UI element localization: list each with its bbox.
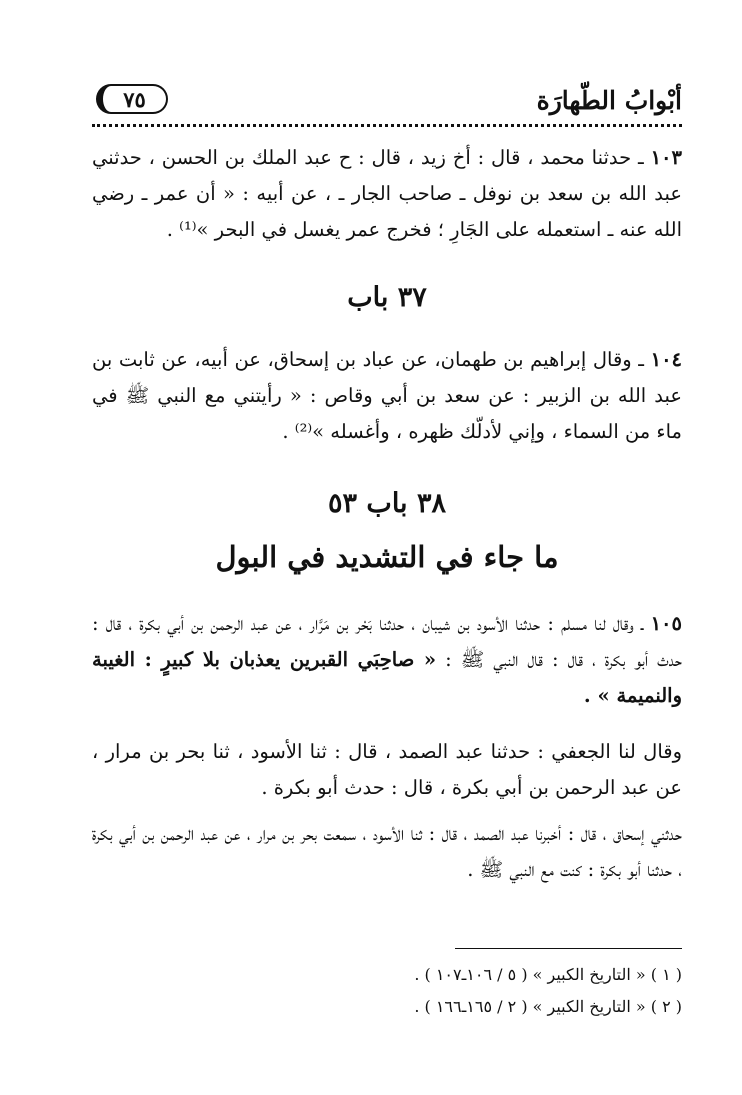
chapter-heading-37: ٣٧ باب: [347, 282, 427, 313]
running-title: أبْوابُ الطّهارَة: [536, 86, 682, 115]
footnote-2: ( ٢ ) « التاريخ الكبير » ( ٢ / ١٦٥ـ١٦٦ ) .: [414, 997, 682, 1016]
hadith-number: ١٠٤: [650, 348, 683, 371]
header-rule: [92, 124, 682, 127]
hadith-quote: « صاحِبَي القبرين يعذبان بلا كبيرٍ : الغيبة والنميمة » .: [92, 648, 682, 707]
paragraph-103: [92, 140, 682, 248]
hadith-text: حدثني إسحاق ، قال : أخبرنا عبد الصمد ، قال : ثنا الأسود ، سمعت بحر بن مرار ، عن عبد الرحمن بن أبي بكرة ، حدثنا أبو بكرة : كنت مع النبي ﷺ .: [92, 822, 682, 881]
footnote-rule: [455, 948, 682, 949]
paragraph-104: [92, 342, 682, 450]
hadith-text: وقال لنا الجعفي : حدثنا عبد الصمد ، قال : ثنا الأسود ، ثنا بحر بن مرار ، عن عبد الرحمن بن أبي بكرة ، قال : حدث أبو بكرة .: [92, 740, 682, 799]
running-header: [92, 82, 682, 124]
hadith-text: ـ وقال إبراهيم بن طهمان، عن عباد بن إسحاق، عن أبيه، عن ثابت بن عبد الله بن الزبير : عن سعد بن أبي وقاص : « رأيتني مع النبي ﷺ في ماء من السماء ، وإني لأدلّك ظهره ، وأغسله »⁽²⁾ .: [92, 348, 682, 443]
chapter-title-38: ما جاء في التشديد في البول: [215, 540, 559, 574]
footnote-1: ( ١ ) « التاريخ الكبير » ( ٥ / ١٠٦ـ١٠٧ ) .: [414, 965, 682, 984]
paragraph-105-chain-3: [92, 816, 682, 888]
hadith-text: ـ حدثنا محمد ، قال : أخ زيد ، قال : ح عبد الملك بن الحسن ، حدثني عبد الله بن سعد بن نوفل ـ صاحب الجار ـ ، عن أبيه : « أن عمر ـ رضي الله عنه ـ استعمله على الجَارِ ؛ فخرج عمر يغسل في البحر »⁽¹⁾ .: [92, 146, 682, 241]
hadith-text: ـ وقال لنا مسلم : حدثنا الأسود بن شيبان ، حدثنا بَحْر بن مَرَّار ، عن عبد الرحمن بن أبي بكرة ، قال : حدث أبو بكرة ، قال : قال النبي ﷺ :: [92, 612, 683, 671]
paragraph-105: [92, 606, 682, 714]
hadith-number: ١٠٥: [650, 612, 682, 635]
hadith-number: ١٠٣: [650, 146, 682, 169]
chapter-heading-38: ٣٨ باب ٥٣: [328, 488, 446, 519]
page-number: ٧٥: [96, 84, 168, 114]
paragraph-105-chain-2: [92, 734, 682, 806]
